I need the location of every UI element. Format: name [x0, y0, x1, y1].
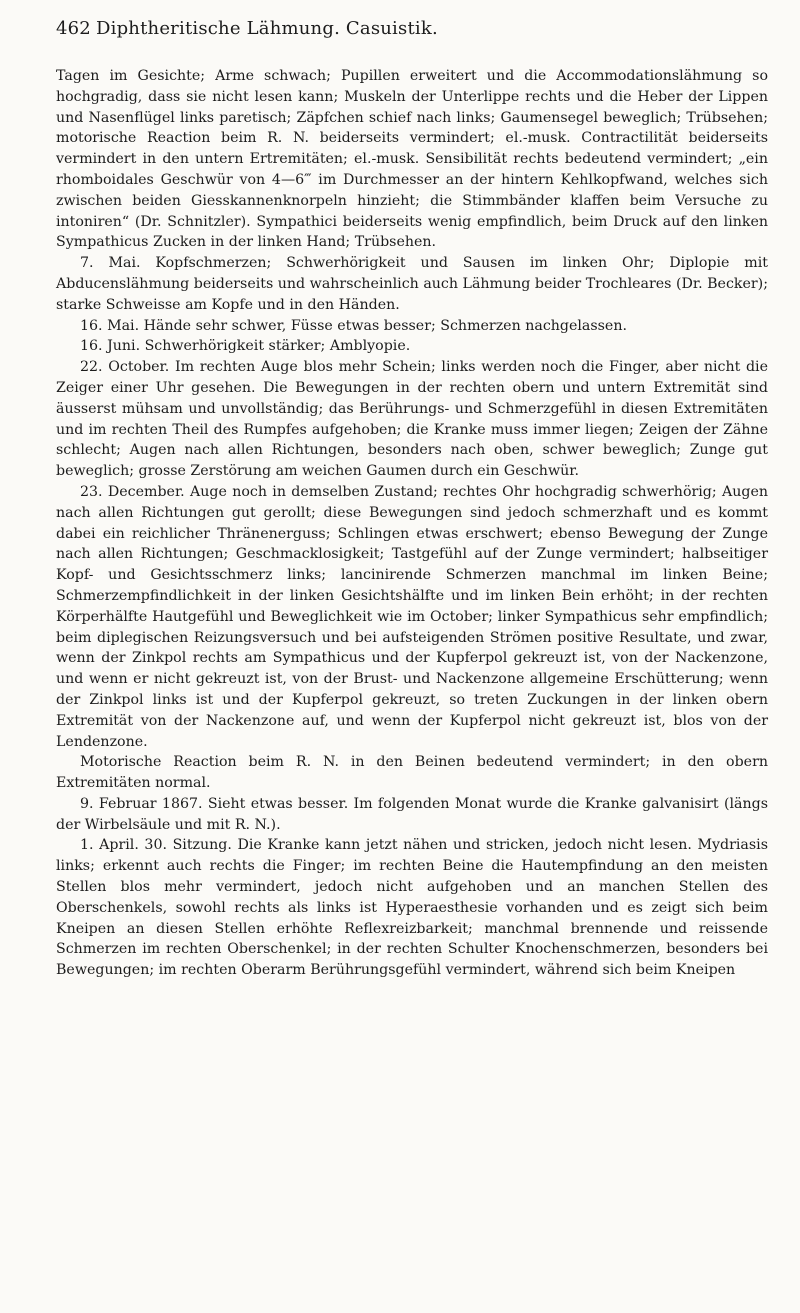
paragraph-16-mai: 16. Mai. Hände sehr schwer, Füsse etwas besser; Schmerzen nachgelassen. [80, 317, 627, 334]
paragraph-9-februar: 9. Februar 1867. Sieht etwas besser. Im folgenden Monat wurde die Kranke galvanisirt (längs der Wirbelsäule und mit R. N.). [56, 795, 768, 833]
page-body [56, 66, 768, 981]
paragraph-23-december: 23. December. Auge noch in demselben Zustand; rechtes Ohr hochgradig schwerhörig; Augen nach allen Richtungen gut gerollt; diese Bewegungen sind jedoch schmerzhaft und es kommt dabei ein reichlicher Thränenerguss; Schlingen etwas erschwert; ebenso Bewegung der Zunge nach allen Richtungen; Geschmacklosigkeit; Tastgefühl auf der Zunge vermindert; halbseitiger Kopf- und Gesichtsschmerz links; lancinirende Schmerzen manchmal im linken Beine; Schmerzempfindlichkeit in der linken Gesichtshälfte und im linken Bein erhöht; in der rechten Körperhälfte Hautgefühl und Beweglichkeit wie im October; linker Sympathicus sehr empfindlich; beim diplegischen Reizungsversuch und bei aufsteigenden Strömen positive Resultate, und zwar, wenn der Zinkpol rechts am Sympathicus und der Kupferpol gekreuzt ist, von der Nackenzone, und wenn er nicht gekreuzt ist, von der Brust- und Nackenzone allgemeine Erschütterung; wenn der Zinkpol links ist und der Kupferpol gekreuzt, so treten Zuckungen in der linken obern Extremität von der Nackenzone auf, und wenn der Kupferpol nicht gekreuzt ist, blos von der Lendenzone. [56, 483, 768, 750]
paragraph-16-juni: 16. Juni. Schwerhörigkeit stärker; Amblyopie. [80, 338, 411, 355]
paragraph-motorische-reaction: Motorische Reaction beim R. N. in den Beinen bedeutend vermindert; in den obern Extremitäten normal. [56, 754, 768, 792]
paragraph-1-april: 1. April. 30. Sitzung. Die Kranke kann jetzt nähen und stricken, jedoch nicht lesen. Mydriasis links; erkennt auch rechts die Finger; im rechten Beine die Hautempfindung an den meisten Stellen blos mehr vermindert, jedoch nicht aufgehoben und an manchen Stellen des Oberschenkels, sowohl rechts als links ist Hyperaesthesie vorhanden und es zeigt sich beim Kneipen an diesen Stellen erhöhte Reflexreizbarkeit; manchmal brennende und reissende Schmerzen im rechten Oberschenkel; in der rechten Schulter Knochenschmerzen, besonders bei Bewegungen; im rechten Oberarm Berührungsgefühl vermindert, während sich beim Kneipen [56, 837, 768, 979]
page-header [56, 18, 756, 48]
paragraph-continued: Tagen im Gesichte; Arme schwach; Pupillen erweitert und die Accommodationslähmung so hochgradig, dass sie nicht lesen kann; Muskeln der Unterlippe rechts und die Heber der Lippen und Nasenflügel links paretisch; Zäpfchen schief nach links; Gaumensegel beweglich; Trübsehen; motorische Reaction beim R. N. beiderseits vermindert; el.-musk. Contractilität beiderseits vermindert in den untern Ertremitäten; el.-musk. Sensibilität rechts bedeutend vermindert; „ein rhomboidales Geschwür von 4—6‴ im Durchmesser an der hintern Kehlkopfwand, welches sich zwischen beiden Giesskannenknorpeln hinzieht; die Stimmbänder klaffen beim Versuche zu intoniren“ (Dr. Schnitzler). Sympathici beiderseits wenig empfindlich, beim Druck auf den linken Sympathicus Zucken in der linken Hand; Trübsehen. [56, 68, 768, 251]
paragraph-7-mai: 7. Mai. Kopfschmerzen; Schwerhörigkeit und Sausen im linken Ohr; Diplopie mit Abducenslähmung beiderseits und wahrscheinlich auch Lähmung beider Trochleares (Dr. Becker); starke Schweisse am Kopfe und in den Händen. [56, 255, 768, 313]
running-title: Diphtheritische Lähmung. Casuistik. [96, 18, 438, 39]
page-number: 462 [56, 18, 91, 39]
paragraph-22-october: 22. October. Im rechten Auge blos mehr Schein; links werden noch die Finger, aber nicht die Zeiger einer Uhr gesehen. Die Bewegungen in der rechten obern und untern Extremität sind äusserst mühsam und unvollständig; das Berührungs- und Schmerzgefühl in diesen Extremitäten und im rechten Theil des Rumpfes aufgehoben; die Kranke muss immer liegen; Zeigen der Zähne schlecht; Augen nach allen Richtungen, besonders nach oben, schwer beweglich; Zunge gut beweglich; grosse Zerstörung am weichen Gaumen durch ein Geschwür. [56, 359, 768, 480]
